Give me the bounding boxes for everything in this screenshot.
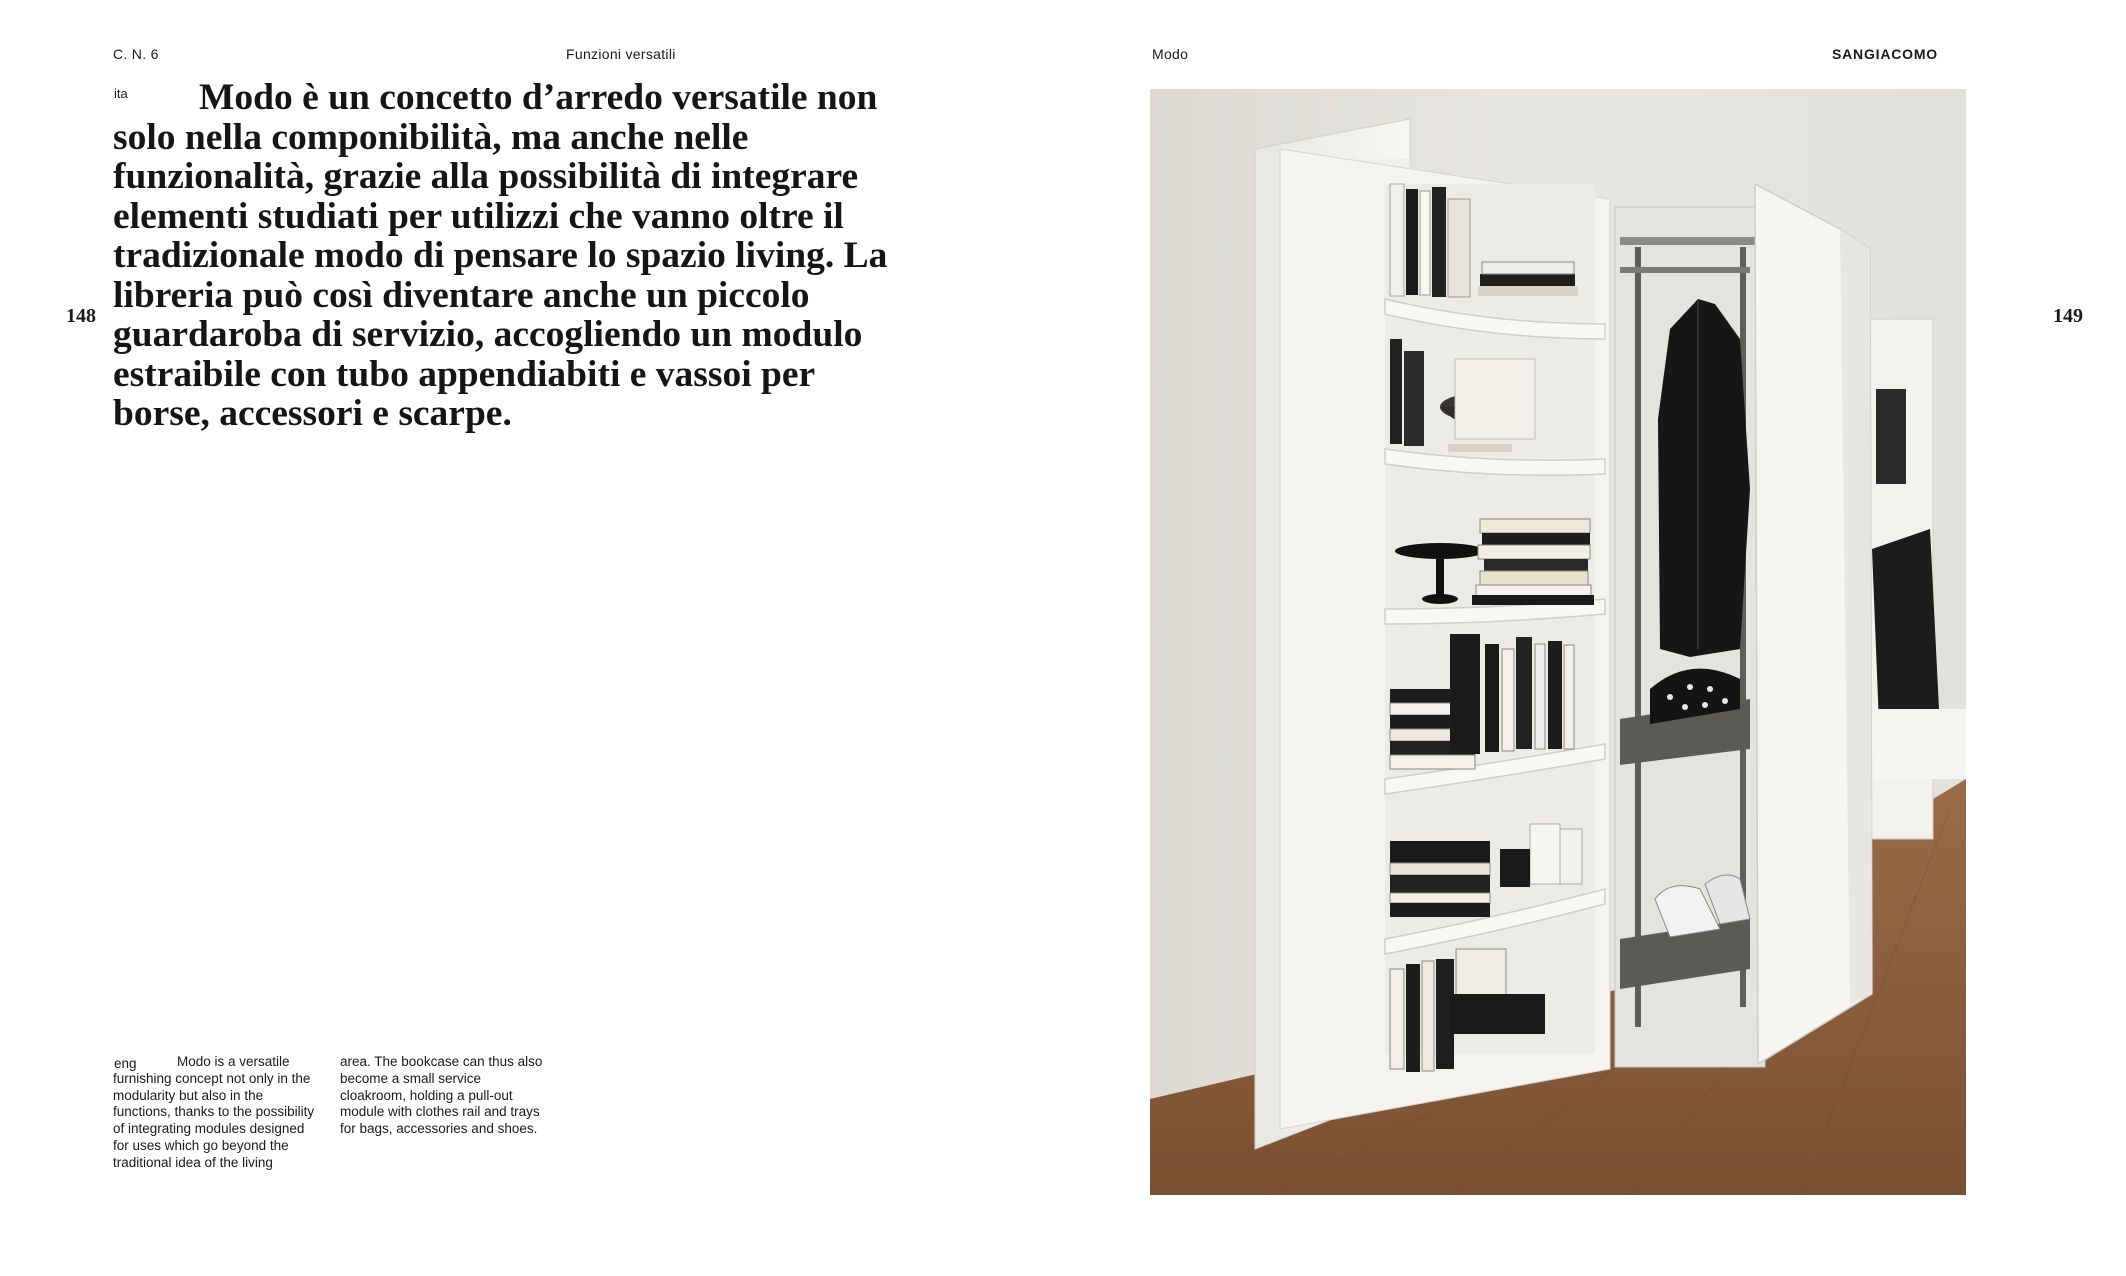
running-head-section: Funzioni versatili <box>566 46 676 62</box>
english-column-1 <box>113 1054 323 1172</box>
clothes-rail <box>1620 237 1760 245</box>
running-head-brand: SANGIACOMO <box>1832 46 1938 62</box>
english-column-2: area. The bookcase can thus also become a small service cloakroom, holding a pull-out module with clothes rail and trays for bags, accessories and shoes. <box>340 1054 543 1137</box>
page-number-left: 148 <box>66 305 96 327</box>
page-number-right: 149 <box>2053 305 2083 327</box>
running-head-chapter: C. N. 6 <box>113 46 159 62</box>
english-text-1: Modo is a versatile furnishing concept not only in the modularity but also in the functions, thanks to the possibility of integrating modules designed for uses which go beyond the traditional idea of the living <box>113 1054 315 1170</box>
bookcase-photo <box>1150 89 1966 1195</box>
hanging-jacket <box>1658 299 1750 657</box>
running-head-product: Modo <box>1152 46 1189 62</box>
lang-label-ita: ita <box>114 86 128 101</box>
lang-label-eng: eng <box>114 1056 137 1071</box>
white-vase <box>1530 824 1560 884</box>
italian-lead-text: Modo è un concetto d’arredo versatile non solo nella componibilità, ma anche nelle funzionalità, grazie alla possibilità di integrare elementi studiati per utilizzi che vanno oltre il tradizionale modo di pensare lo spazio living. La libreria può così diventare anche un piccolo guardaroba di servizio, accogliendo un modulo estraibile con tubo appendiabiti e vassoi per borse, accessori e scarpe. <box>113 77 888 434</box>
italian-lead-paragraph <box>113 78 913 434</box>
